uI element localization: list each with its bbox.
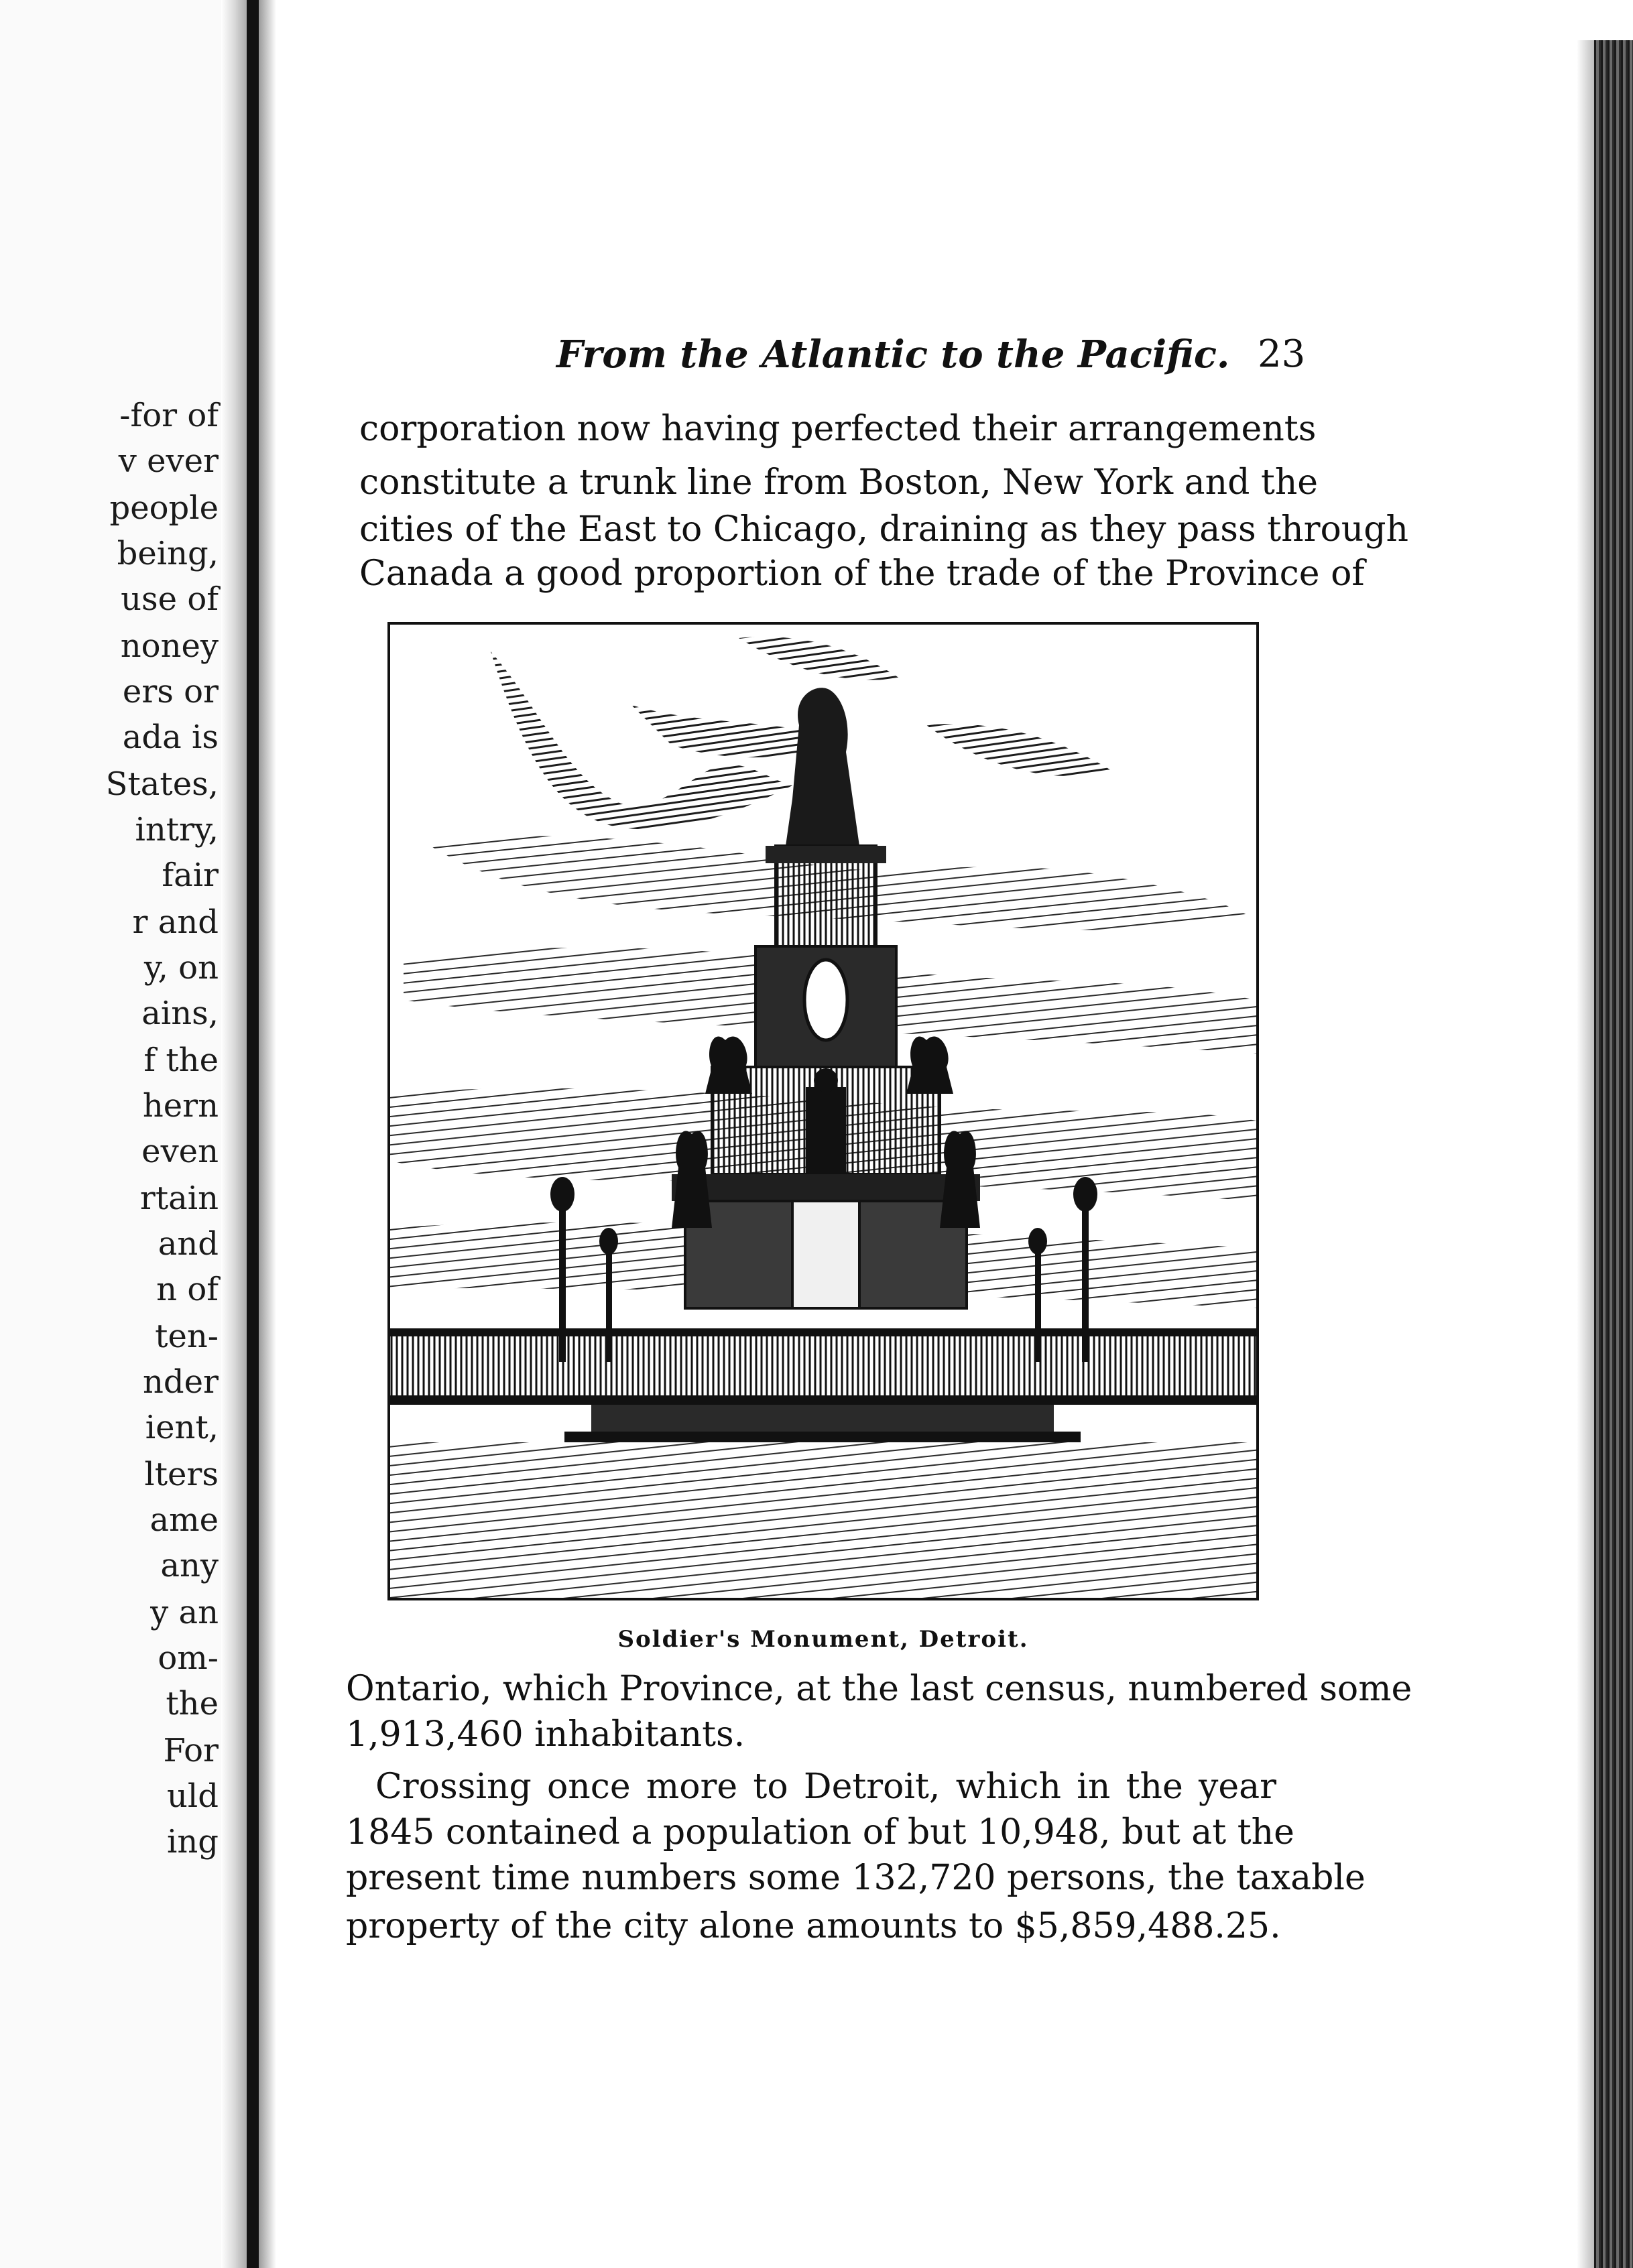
facing-page-line: lters <box>144 1456 219 1493</box>
engraving-illustration <box>390 625 1256 1598</box>
facing-page-line: ers or <box>122 673 219 710</box>
figure-caption: Soldier's Monument, Detroit. <box>617 1626 1029 1653</box>
facing-page-line: the <box>166 1685 219 1722</box>
body-text-line: property of the city alone amounts to $5,859,488.25. <box>346 1906 1281 1946</box>
page-number: 23 <box>1258 332 1306 376</box>
body-text-line: Ontario, which Province, at the last census, numbered some <box>346 1669 1412 1709</box>
facing-page-line: and <box>158 1225 219 1263</box>
facing-page-line: hern <box>142 1087 219 1125</box>
page-edge-shadow <box>1577 40 1594 2268</box>
facing-page-line: -for of <box>119 397 219 434</box>
body-text-line: Crossing once more to Detroit, which in the year <box>375 1767 1276 1807</box>
body-text-line: Canada a good proportion of the trade of the Province of <box>359 554 1365 594</box>
facing-page-line: people <box>109 489 219 527</box>
body-text-line: corporation now having perfected their arrangements <box>359 409 1317 449</box>
body-text-line: present time numbers some 132,720 persons, the taxable <box>346 1858 1366 1898</box>
page-stack-edge <box>1594 40 1633 2268</box>
facing-page-line: use of <box>121 580 219 618</box>
facing-page-line: nder <box>143 1363 219 1401</box>
binding-shadow <box>259 0 276 2268</box>
facing-page-line: om- <box>158 1639 219 1677</box>
body-text-line: constitute a trunk line from Boston, New York and the <box>359 462 1319 503</box>
facing-page-line: fair <box>162 857 219 894</box>
facing-page-line: ame <box>149 1501 219 1539</box>
facing-page-line: intry, <box>135 811 219 848</box>
facing-page-line: States, <box>105 765 219 803</box>
facing-page-line: ada is <box>122 718 219 756</box>
facing-page-line: y an <box>150 1594 219 1631</box>
body-text-line: 1,913,460 inhabitants. <box>346 1714 745 1755</box>
facing-page-line: ains, <box>141 995 219 1032</box>
facing-page-line: ing <box>167 1823 219 1861</box>
facing-page-line: uld <box>167 1777 219 1815</box>
facing-page-line: f the <box>143 1042 219 1079</box>
facing-page-line: For <box>163 1732 219 1769</box>
facing-page-line: r and <box>132 903 219 941</box>
facing-page-line: ten- <box>155 1318 219 1355</box>
engraving-soldiers-monument <box>387 622 1259 1600</box>
facing-page-line: any <box>160 1547 219 1584</box>
facing-page-line: even <box>141 1133 219 1170</box>
facing-page-left <box>0 0 241 2268</box>
facing-page-line: y, on <box>143 949 219 987</box>
facing-page-line: n of <box>156 1271 219 1308</box>
body-text-line: 1845 contained a population of but 10,948, but at the <box>346 1812 1294 1852</box>
facing-page-line: rtain <box>139 1180 219 1217</box>
running-header-title: From the Atlantic to the Pacific. <box>556 332 1230 377</box>
facing-page-line: ient, <box>145 1409 219 1446</box>
ground-shading <box>390 1442 1256 1598</box>
facing-page-line: v ever <box>118 442 219 480</box>
facing-page-line: noney <box>120 627 219 665</box>
book-binding <box>247 0 259 2268</box>
facing-page-line: being, <box>117 535 219 572</box>
body-text-line: cities of the East to Chicago, draining as they pass through <box>359 509 1409 550</box>
